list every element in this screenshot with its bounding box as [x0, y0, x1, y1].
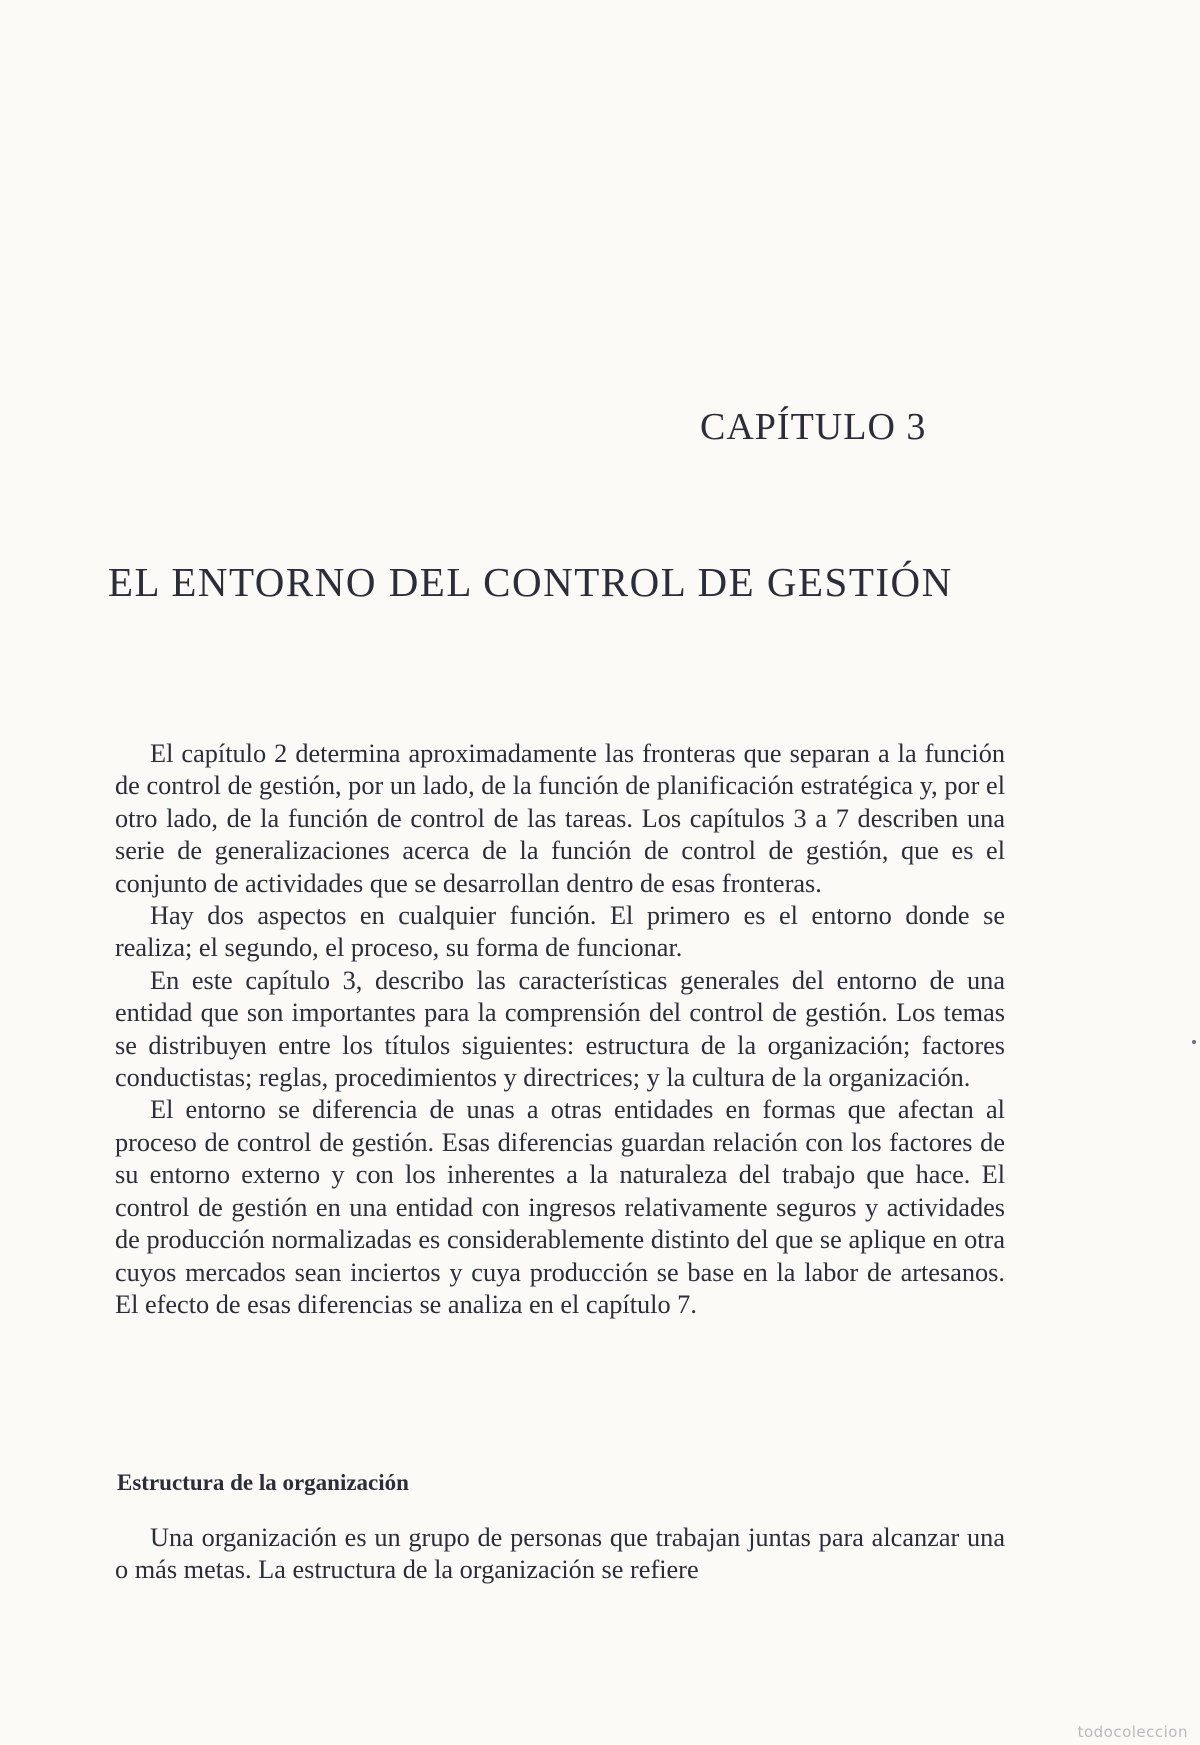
section-text: [115, 1522, 1005, 1587]
paragraph: Una organización es un grupo de personas que trabajan juntas para alcanzar una o más metas. La estructura de la organización se refiere: [115, 1523, 1005, 1585]
paragraph: El entorno se diferencia de unas a otras entidades en formas que afectan al proceso de control de gestión. Esas diferencias guardan relación con los factores de su entorno externo y con los inherentes a la naturaleza del trabajo que hace. El control de gestión en una entidad con ingresos relativamente seguros y actividades de producción normalizadas es considerablemente distinto del que se aplique en otra cuyos mercados sean inciertos y cuya producción se base en la labor de artesanos. El efecto de esas diferencias se analiza en el capítulo 7.: [115, 1095, 1005, 1319]
chapter-label: CAPÍTULO 3: [700, 406, 927, 448]
paragraph: En este capítulo 3, describo las características generales del entorno de una entidad que son importantes para la comprensión del control de gestión. Los temas se distribuyen entre los títulos siguientes: estructura de la organización; factores conductistas; reglas, procedimientos y directrices; y la cultura de la organización.: [115, 965, 1005, 1093]
margin-mark: [1192, 1040, 1196, 1044]
paragraph: Hay dos aspectos en cualquier función. El primero es el entorno donde se realiza; el segundo, el proceso, su forma de funcionar.: [115, 901, 1005, 963]
intro-text: [115, 738, 1005, 1321]
section-heading: Estructura de la organización: [117, 1470, 409, 1495]
chapter-title: EL ENTORNO DEL CONTROL DE GESTIÓN: [108, 559, 953, 605]
paragraph: El capítulo 2 determina aproximadamente las fronteras que separan a la función de control de gestión, por un lado, de la función de planificación estratégica y, por el otro lado, de la función de control de las tareas. Los capítulos 3 a 7 describen una serie de generalizaciones acerca de la función de control de gestión, que es el conjunto de actividades que se desarrollan dentro de esas fronteras.: [115, 739, 1005, 898]
watermark-logo: todocoleccion: [1077, 1723, 1188, 1741]
